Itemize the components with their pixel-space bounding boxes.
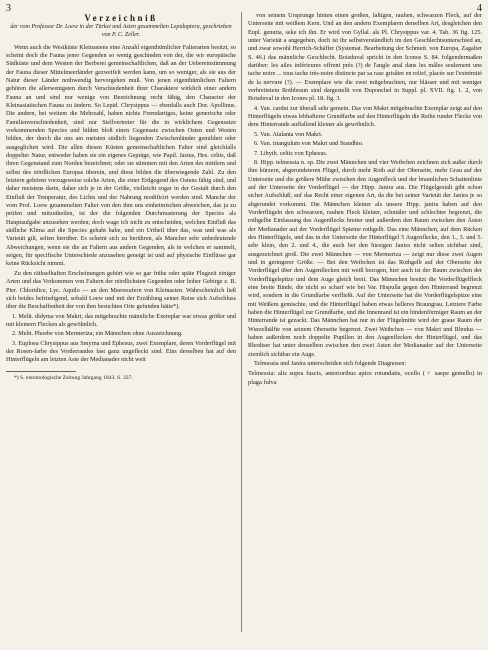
species-entry: 4. Van. cardui zur überall sehr gemein. Das von Makri mitgebrachte Exemplar zeigt auf den Hinterflügeln etwas lebhafterer Grundfarbe auf den Hinterflügeln die Reihe runder Flecke von dem Hinterrande auffallend kleiner als gewöhnlich. <box>248 104 482 129</box>
right-page-number: 4 <box>477 3 482 14</box>
article-title: Verzeichniß <box>84 13 158 23</box>
species-entry: 5. Van. Atalanta von Makri. <box>254 130 323 138</box>
left-column <box>6 12 236 382</box>
diagnosis-intro: Telmessia und Janira unterscheiden sich folgende Diagnosen: <box>254 360 407 368</box>
species-entry: 7. Libyth. celtis von Ephesus. <box>254 149 328 157</box>
right-column <box>248 12 482 387</box>
flight-time-paragraph: Zu den räthselhaften Erscheinungen gehört wie so gar frühe oder späte Flugzeit einiger Arten und das Vorkommen von Faltern der nördlichsten Gegenden oder hoher Gebirge z. B. Pier. Chloridice, Lyc. Aquilo — an den Meeresufern von Kleinasien. Wahrscheinlich ließ sich beides befriedigend, sobald Loew und mit der Erzählung seiner Reise sich Aufschluss über die Beschaffenheit der von ihm besuchten Orte gefunden hätte*). <box>6 269 236 311</box>
species-entry: 6. Van. triangulum von Makri und Standhio. <box>254 140 364 148</box>
footnote-divider <box>6 371 76 372</box>
article-subtitle: der vom Professor Dr. Loew in der Türkei und Asien gesammelten Lepidoptera, geschrieben von P. C. Zeller. <box>10 24 232 38</box>
column-divider <box>241 12 242 632</box>
intro-paragraph: Wenn auch die Westküste Kleinasiens eine Anzahl eigenthümlicher Falterarten besitzt, so scheint doch die Fauna jener Gegenden so wenig geschieden von der, die wir europäische Südküste und dem Westen der Berberei gemeinschaftlichen, daß an der Uebereinstimmung der Fauna dieser Mittelmeerländer gezweifelt werden kann, um so weniger, als sie aus der Natur dieser Länder nothwendig hervorgehen muß. Von jenen eigenthümlichen Faltern gehören die allerwenigsten durch Verschiedenheit ihrer Charaktere wirklich einer andern Fauna an und sind nur wenige von Bezeichnung recht fähig, den Character der Kleinasiatischen Fauna zu ändern. So Lepid. Chrysippus — ebenfalls auch Dor. Apollinus. Die andern, bei weitem die Mehrzahl, haben nichts Fremdartiges, keine generische oder Familienverschiedenheit, sind nur Stellvertreter für die in wirklichem Gegensatze vorkommenden Species und bilden bloß einen Gegensatz zwischen Osten und Westen bilden, der durch die uns am meisten südlich liegenden Zwischenländer gemildert oder ausgeglichen wird. Die allen diesen Küsten gemeinschaftlichen Falter sind gleichfalls doppelter Natur, entweder haben sie ein eigenes Gepräge, wie Papil. Jasius, Hes. celtis, daß ihren Gegenstand zum Norden bezeichnet; oder sie stimmen mit den Arten des mittlern und selbst des nördlichen Europas überein, und diese bilden die überwiegende Zahl. Zu den letztern gehören vorzugsweise solche Arten, die einer Erdgegend des Ostens fähig sind, und daher meistens darin, daher sich je in der Größe, vielleicht sogar in der Gestalt durch den Einfluß der Temperatur, des Lichts und der Nahrung modificirt werden sind. Manche der vom Prof. Loew gesammelten Falter von den ihm uns einheimischen abweichen, das ja zu prüfen und mitzutheilen, ist der die folgenden Durchmusterung der Species als Hauptaufgabe anzusehen werden; doch wage ich nicht zu entscheiden, welchen Einfluß das südliche Klima auf die Species gehabt habe, und ein Urtheil über das, was und was als Varietät gilt, selten hierüber. Es scheint sich zu berühren, als Mancher sehr unbedeutende Abweichungen, wenn sie die an Faltern aus andern Gegenden, als in welchen er sammelt, seigen, für specifische Unterschiede anzusehen geneigt ist und auf physische Einflüsse gar keine Rücksicht nimmt. <box>6 43 236 268</box>
left-page-number: 3 <box>6 3 11 14</box>
species-entry: 3. Euploea Chrysippus aus Smyrna und Ephesus, zwei Exemplare, deren Vorderflügel mit der Rosen-farbe des Vorderrandes fast ganz ungefleckt sind. Eins derselben hat auf den Hinterflügeln am letzten Aste der Medianader nicht weit <box>6 339 236 364</box>
continued-paragraph: von seinem Ursprunge hinten einen großen, faltigen, rauhen, schwarzen Fleck, auf der Unterseite mit weißem Kern. Und an den andern Exemplaren derselben Art, desgleichen den Eupl. genutia, seke ich ihn. Er wird von Gyllal. als Pl. Chrysippus var. 4. Tab. 36 fig. 125. unter Varietät a angegeben, doch ist ihr selbstverständlich im den Geschlechtsunterschied an, und zwar sowohl Herrich-Schäffer (Systemat. Bearbeitung der Schmett. von Europa, Zagalter S. 46.) das männliche Geschlecht. Boisduval spricht in den Iconos S. 84. folgendermaßen darüber: les ailes inférieures offrent près (?) de l'angle anal dans les mâles seulement une tache noire ... tous tache très-noire distincte par sa rase grisâtre en relief, placée sur l'extrémité de la nervure (?). — Exemplare wie die zwei mitgebrachten, nur blässer und mit weniger verbreitetem Rothbraun sind dargestellt von Duponchel in Suppl. pl. XVII. fig. 1. 2, von Boisduval in den Icones pl. 18. fig. 3. <box>248 12 482 103</box>
species-entry: 2. Melit. Phoebe von Mermeriza; ein Männchen ohne Auszeichnung. <box>12 330 183 338</box>
footnote: *) S. entomologische Zeitung Jahrgang 1843. S. 337. <box>14 374 133 381</box>
species-entry: 8. Hipp. telmessia n. sp. Die zwei Männchen und vier Weibchen zeichnen sich außer durch ihre kürzern, abgerundeteren Flügel, durch mehr Roth auf der Oberseite, mehr Grau auf der Unterseite und die größere Mühe zwischen den Augenfleck und der braunlichen Schattenlinie auf der Unterseite der Vorderflügel — der Hipp. Janira aus. Die Flügelgestalt gibt schon sicher Aufschluß; auf das Recht einer eigenen Art, da die bei seiner Varietät der Janira je so abgerundet vorkommt. Die Männchen kleiner als unsere Hipp. janira haben auf den Vorderflügeln den schwarzen, rauhen Fleck kleiner, schmäler und schlechter begrenzt, die rothgelbe Einfassung des Augenflecks breiter und außerdem den Raum zwischen den Ästen der Medianader auf der Vorderflügel Spieme rothgelb. Das eine Männchen, auf dem Rücken des Hinterflügels, und das in der Unterseite der Hinterflügel 5 Augenflecke, den 1., 3. und 5. sehr klein, den 2. und 4., die auch bei den hiesigen Janira nicht selten sichtbar sind, ausgezeichnet groß. Die zwei Männchen — von Mermeriza — zeigt nur diese zwei Augen und in geringerer Größe. — Bei den Weibchen ist das Rothgelb auf der Oberseite der Vorderflügel über den Augenflecken mit weiß bezogen, hier auch ist der Raum zwischen der Vorderflügelspitze und dem Auge gleich breit. Das Männchen besitzt die Vorderflügelfleck eine breite Binde, die nicht so scharf wie bei Var. Hispulla gegen den Hinterrand begrenzt wird, sondern in die Grundfarbe verfließt. Auf der Unterseite hat die Vorderflügelspitze eine mit Weißem gemischte, und die Hinterflügel haben etwas helleres Braungrau. Letztere Farbe haben die Hinterflügel zur Grundfarbe, und die Innenrand ist ein bindenförmiger Raum an der Hinterrande ist gezackt. Das Männchen hat nur in der Flügelmitte wird der graue Raum der Wurzelhälfte von seinem Oberseite begrenzt. Zwei Weibchen — von Makri und Rhodus — haben außerdem noch doppelte Pupillen in den Augenflecken der Hinterflügel, und das Rhodiser hat unter denselben zwischen den zwei Asten der Medianader auf der Unterseite ziemlich sichtbar ein Auge. <box>248 158 482 358</box>
species-entry: 1. Melit. didyma von Makri; das mitgebrachte männliche Exemplar war etwas größer und mit kleinern Flecken als gewöhnlich. <box>6 312 236 328</box>
diagnosis-telmessia: Telmessia: alis supra fuscis, anterioribus apice rotundatis, ocello (♀ saepe gemello) in plaga fulva <box>248 370 482 386</box>
